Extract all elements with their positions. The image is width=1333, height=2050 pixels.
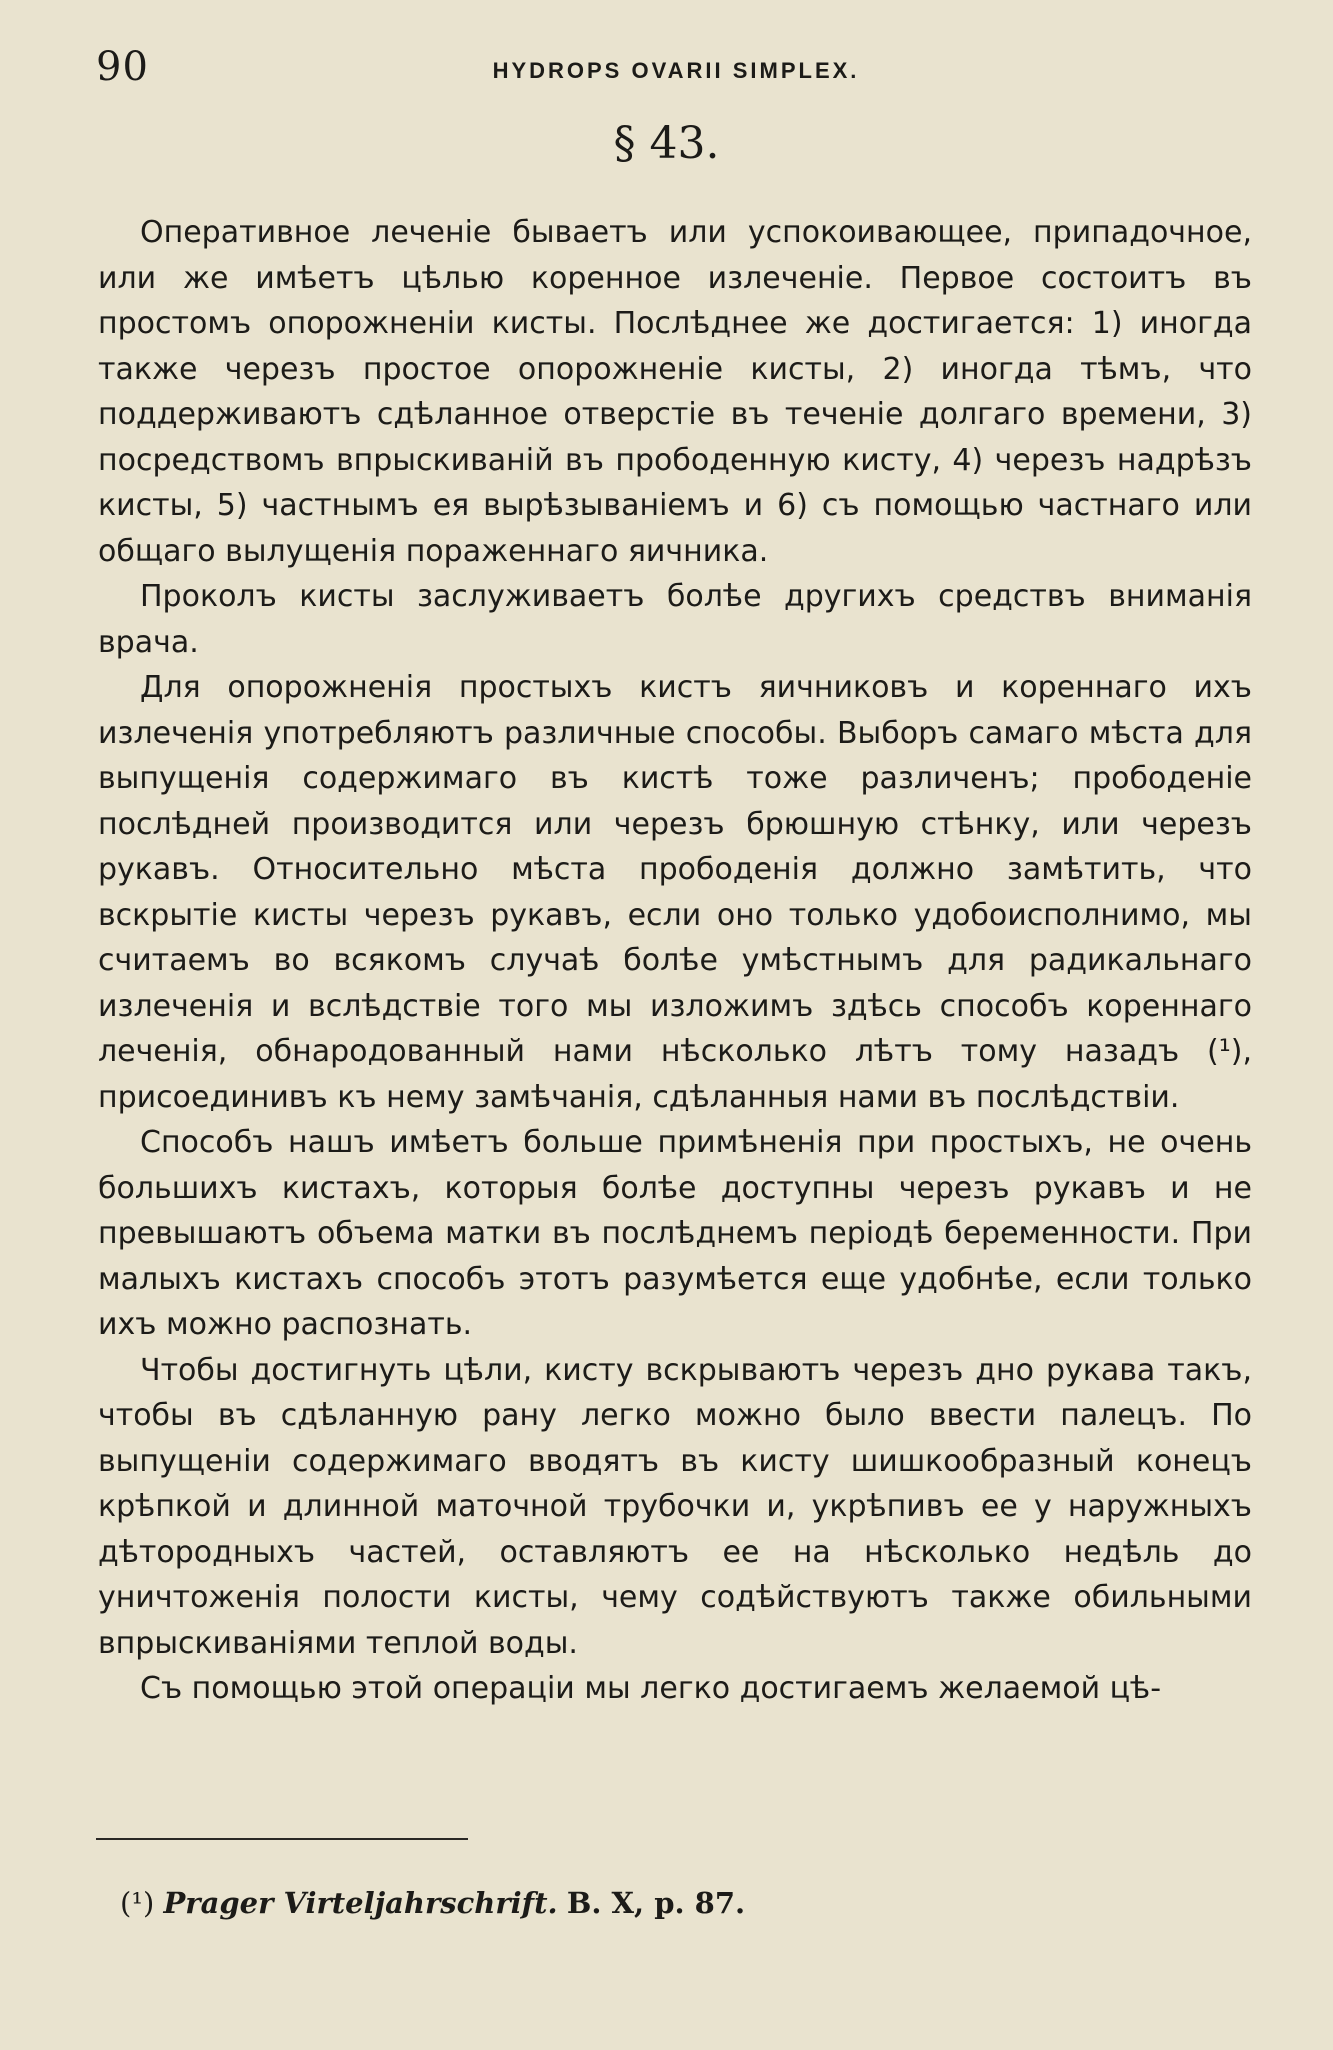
running-title: HYDROPS OVARII SIMPLEX. <box>492 58 860 83</box>
footnote-marker: (¹) <box>120 1886 155 1920</box>
paragraph-2: Проколъ кисты заслуживаетъ болѣе другихъ средствъ вниманія врача. <box>98 579 1252 660</box>
page-number: 90 <box>96 44 149 90</box>
paragraph-4: Способъ нашъ имѣетъ больше примѣненія при простыхъ, не очень большихъ кистахъ, которыя болѣе доступны черезъ рукавъ и не превышаютъ объема матки въ послѣднемъ періодѣ беременности. При малыхъ кистахъ способъ этотъ разумѣется еще удобнѣе, если только ихъ можно распознать. <box>98 1125 1252 1342</box>
footnote-reference: B. X, p. 87. <box>566 1886 746 1920</box>
body-text <box>98 210 1252 1712</box>
paragraph-5: Чтобы достигнуть цѣли, кисту вскрываютъ черезъ дно рукава такъ, чтобы въ сдѣланную рану легко можно было ввести палецъ. По выпущеніи содержимаго вводятъ въ кисту шишкообразный конецъ крѣпкой и длинной маточной трубочки и, укрѣпивъ ее у наружныхъ дѣтородныхъ частей, оставляютъ ее на нѣсколько недѣль до уничтоженія полости кисты, чему содѣйствуютъ также обильными впрыскиваніями теплой воды. <box>98 1352 1252 1661</box>
footnote-source: Prager Virteljahrschrift. <box>163 1886 558 1920</box>
footnote-rule <box>96 1838 468 1840</box>
paragraph-6: Съ помощью этой операціи мы легко достигаемъ желаемой цѣ- <box>140 1671 1162 1706</box>
footnote <box>120 1886 1120 1920</box>
running-head <box>96 44 1256 94</box>
paragraph-1: Оперативное леченіе бываетъ или успокоивающее, припадочное, или же имѣетъ цѣлью коренное излеченіе. Первое состоитъ въ простомъ опорожненіи кисты. Послѣднее же достигается: 1) иногда также черезъ простое опорожненіе кисты, 2) иногда тѣмъ, что поддерживаютъ сдѣланное отверстіе въ теченіе долгаго времени, 3) посредствомъ впрыскиваній въ прободенную кисту, 4) черезъ надрѣзъ кисты, 5) частнымъ ея вырѣзываніемъ и 6) съ помощью частнаго или общаго вылущенія пораженнаго яичника. <box>98 215 1252 569</box>
paragraph-3: Для опорожненія простыхъ кистъ яичниковъ и кореннаго ихъ излеченія употребляютъ различные способы. Выборъ самаго мѣста для выпущенія содержимаго въ кистѣ тоже различенъ; прободеніе послѣдней производится или черезъ брюшную стѣнку, или черезъ рукавъ. Относительно мѣста прободенія должно замѣтить, что вскрытіе кисты черезъ рукавъ, если оно только удобоисполнимо, мы считаемъ во всякомъ случаѣ болѣе умѣстнымъ для радикальнаго излеченія и вслѣдствіе того мы изложимъ здѣсь способъ кореннаго леченія, обнародованный нами нѣсколько лѣтъ тому назадъ (¹), присоединивъ къ нему замѣчанія, сдѣланныя нами въ послѣдствіи. <box>98 670 1252 1115</box>
section-heading: § 43. <box>613 118 720 169</box>
